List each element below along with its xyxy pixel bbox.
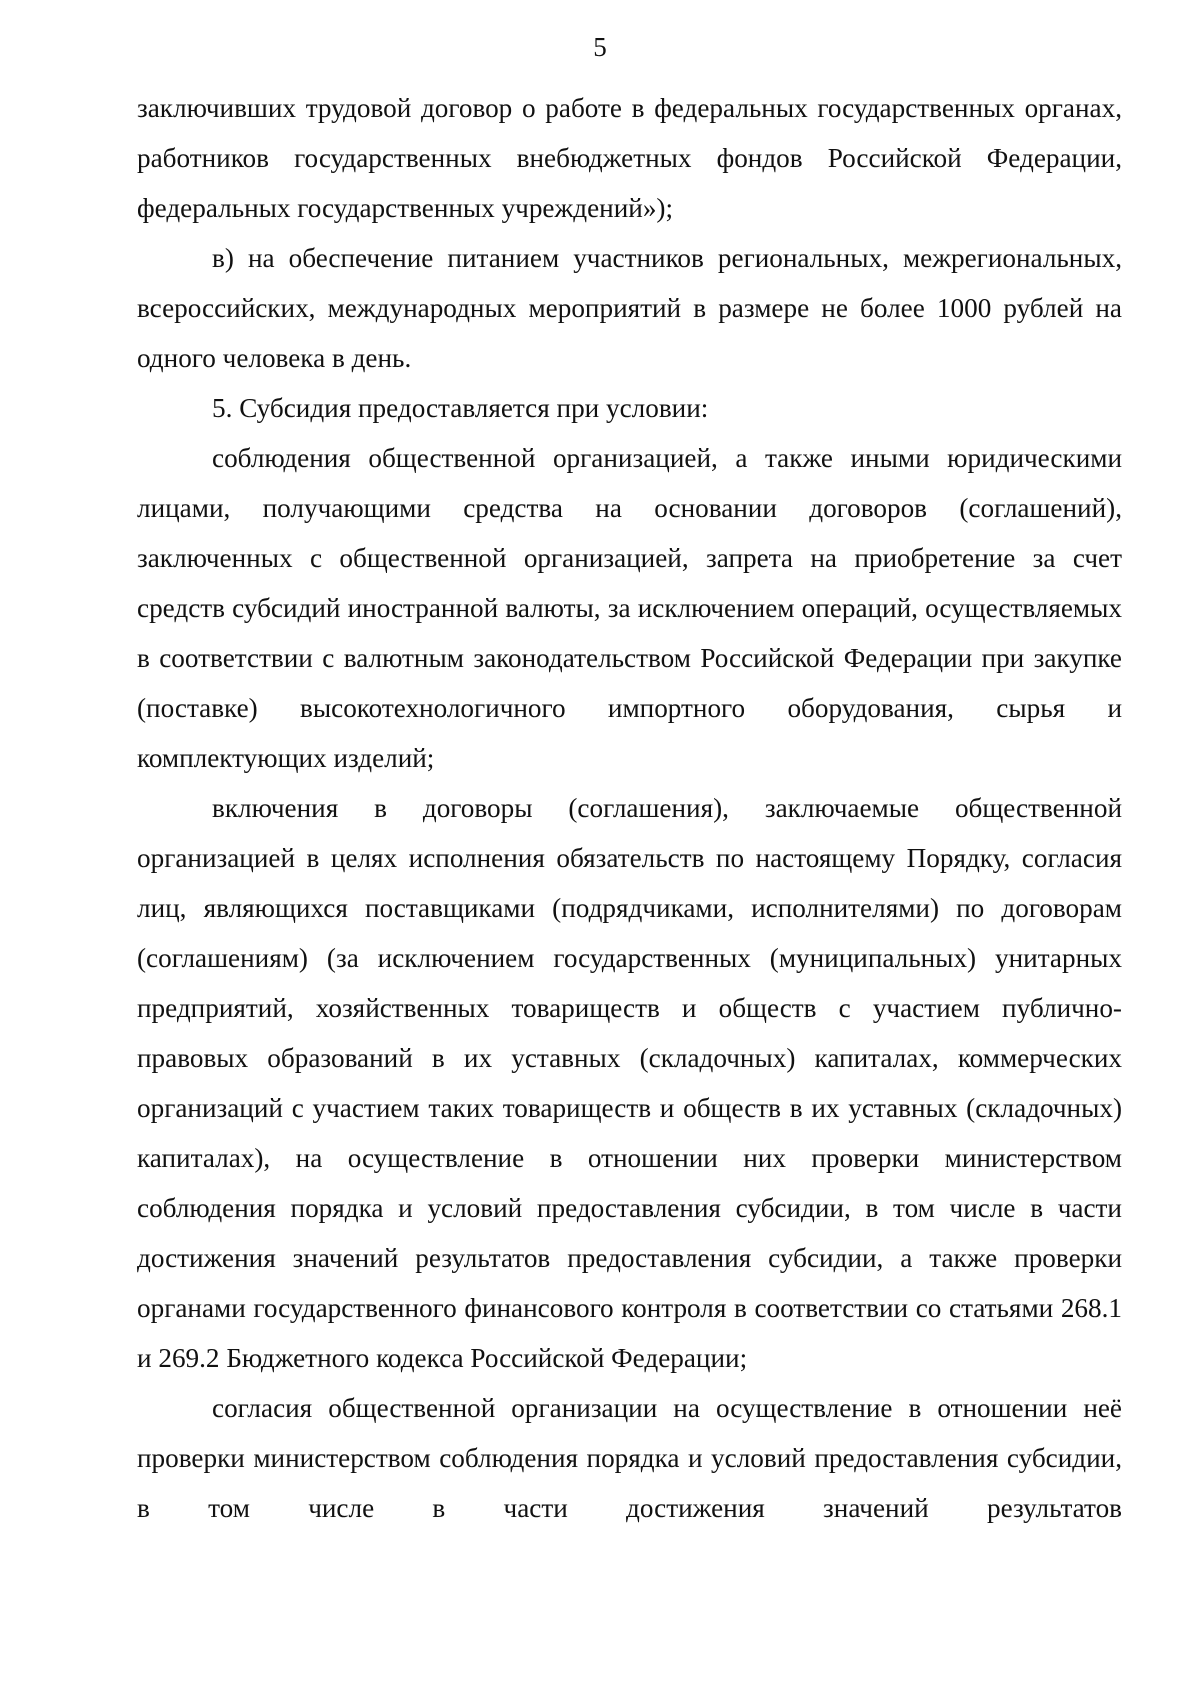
paragraph-continuation: заключивших трудовой договор о работе в федеральных государственных органах, работников государственных внебюджетных фондов Российской Федерации, федеральных государственных учреждений»); xyxy=(137,93,1122,223)
paragraph-currency-prohibition: соблюдения общественной организацией, а также иными юридическими лицами, получающими средства на основании договоров (соглашений), заключенных с общественной организацией, запрета на приобретение за счет средств субсидий иностранной валюты, за исключением операций, осуществляемых в соответствии с валютным законодательством Российской Федерации при закупке (поставке) высокотехнологичного импортного оборудования, сырья и комплектующих изделий; xyxy=(137,443,1122,773)
page-number: 5 xyxy=(593,32,607,62)
paragraph-section-5-heading: 5. Субсидия предоставляется при условии: xyxy=(212,393,709,423)
paragraph-item-v: в) на обеспечение питанием участников региональных, межрегиональных, всероссийских, международных мероприятий в размере не более 1000 рублей на одного человека в день. xyxy=(137,243,1122,373)
document-body xyxy=(137,83,1122,1533)
paragraph-organization-consent: согласия общественной организации на осуществление в отношении неё проверки министерством соблюдения порядка и условий предоставления субсидии, в том числе в части достижения значений результатов xyxy=(137,1393,1122,1523)
paragraph-contract-inclusion: включения в договоры (соглашения), заключаемые общественной организацией в целях исполнения обязательств по настоящему Порядку, согласия лиц, являющихся поставщиками (подрядчиками, исполнителями) по договорам (соглашениям) (за исключением государственных (муниципальных) унитарных предприятий, хозяйственных товариществ и обществ с участием публично-правовых образований в их уставных (складочных) капиталах, коммерческих организаций с участием таких товариществ и обществ в их уставных (складочных) капиталах), на осуществление в отношении них проверки министерством соблюдения порядка и условий предоставления субсидии, в том числе в части достижения значений результатов предоставления субсидии, а также проверки органами государственного финансового контроля в соответствии со статьями 268.1 и 269.2 Бюджетного кодекса Российской Федерации; xyxy=(137,793,1122,1373)
